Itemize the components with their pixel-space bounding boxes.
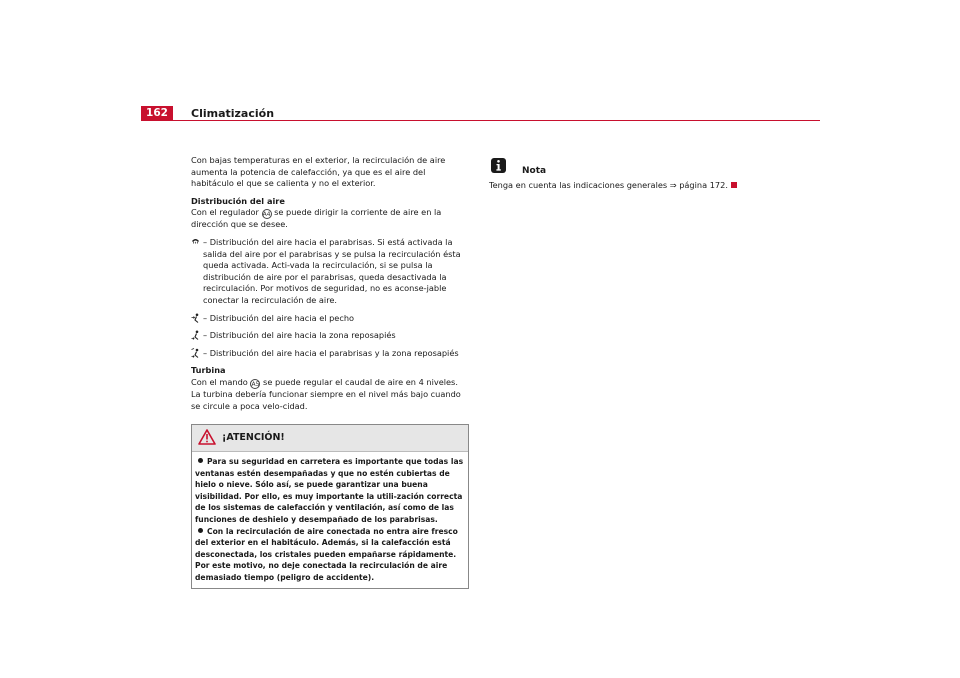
warning-item (195, 526, 465, 584)
turbine-text-after: se puede regular el caudal de aire en 4 niveles. La turbina debería funcionar siempre en el nivel más bajo cuando se circule a poca velo-cidad. (191, 376, 461, 411)
distribution-paragraph (191, 207, 469, 231)
distribution-text-after: se puede dirigir la corriente de aire en la dirección que se desee. (191, 207, 442, 230)
warning-body (192, 452, 468, 588)
chest-airflow-icon (191, 313, 200, 323)
bullet-icon (198, 528, 203, 533)
mode-windscreen-footwell (191, 348, 469, 360)
turbine-paragraph (191, 377, 469, 412)
warning-item-text: Con la recirculación de aire conectada no entra aire fresco del exterior en el habitáculo. Además, si la calefacción está desconectada, los cristales pueden empañarse rápidamente. Por este motivo, no deje conectada la recirculación de aire demasiado tiempo (peligro de accidente). (195, 526, 458, 583)
control-ref-a5: A5 (251, 380, 260, 388)
warning-title: ¡ATENCIÓN! (222, 432, 285, 444)
mode-footwell-text: – Distribución del aire hacia la zona reposapiés (203, 330, 396, 341)
turbine-heading: Turbina (191, 365, 226, 376)
section-end-mark (731, 182, 737, 188)
mode-windscreen-text: – Distribución del aire hacia el parabrisas. Si está activada la salida del aire por el parabrisas y se pulsa la recirculación ésta queda activada. Acti-vada la recirculación, si se pulsa la distribución de aire por el parabrisas, queda desactivada la recirculación. Por motivos de seguridad, no es aconse-jable conectar la recirculación de aire. (203, 236, 461, 305)
warning-header (192, 425, 468, 452)
mode-windscreen-footwell-text: – Distribución del aire hacia el parabrisas y la zona reposapiés (203, 347, 459, 358)
intro-paragraph: Con bajas temperaturas en el exterior, la recirculación de aire aumenta la potencia de calefacción, ya que es el aire del habitáculo el que se calienta y no el exterior. (191, 155, 446, 189)
control-ref-a4: A4 (262, 211, 271, 219)
note-title: Nota (522, 166, 547, 176)
warning-box (191, 424, 469, 589)
warning-item-text: Para su seguridad en carretera es importante que todas las ventanas estén desempañadas y que no estén cubiertas de hielo o nieve. Sólo así, se puede garantizar una buena visibilidad. Por ello, es muy importante la utili-zación correcta de los sistemas de calefacción y ventilación, así como de las funciones de deshielo y desempañado de los parabrisas. (195, 457, 464, 525)
distribution-heading: Distribución del aire (191, 195, 285, 206)
page-number: 162 (141, 106, 173, 121)
mode-footwell (191, 330, 469, 342)
bullet-icon (198, 458, 203, 463)
windscreen-footwell-icon (191, 348, 200, 358)
note-header (489, 158, 749, 178)
warning-triangle-icon (198, 429, 216, 445)
footwell-airflow-icon (191, 330, 200, 340)
windscreen-icon (191, 237, 200, 247)
warning-item (195, 456, 465, 526)
left-column (191, 155, 469, 589)
distribution-text-before: Con el regulador (191, 207, 259, 218)
info-icon (491, 158, 506, 173)
mode-windscreen (191, 237, 469, 307)
note-text: Tenga en cuenta las indicaciones generales ⇒ página 172. (489, 180, 728, 190)
turbine-text-before: Con el mando (191, 376, 248, 387)
header-rule (141, 120, 820, 121)
note-text-line (489, 180, 749, 192)
mode-chest-text: – Distribución del aire hacia el pecho (203, 312, 355, 323)
mode-chest (191, 313, 469, 325)
chapter-title: Climatización (191, 107, 275, 120)
right-column (489, 158, 749, 192)
